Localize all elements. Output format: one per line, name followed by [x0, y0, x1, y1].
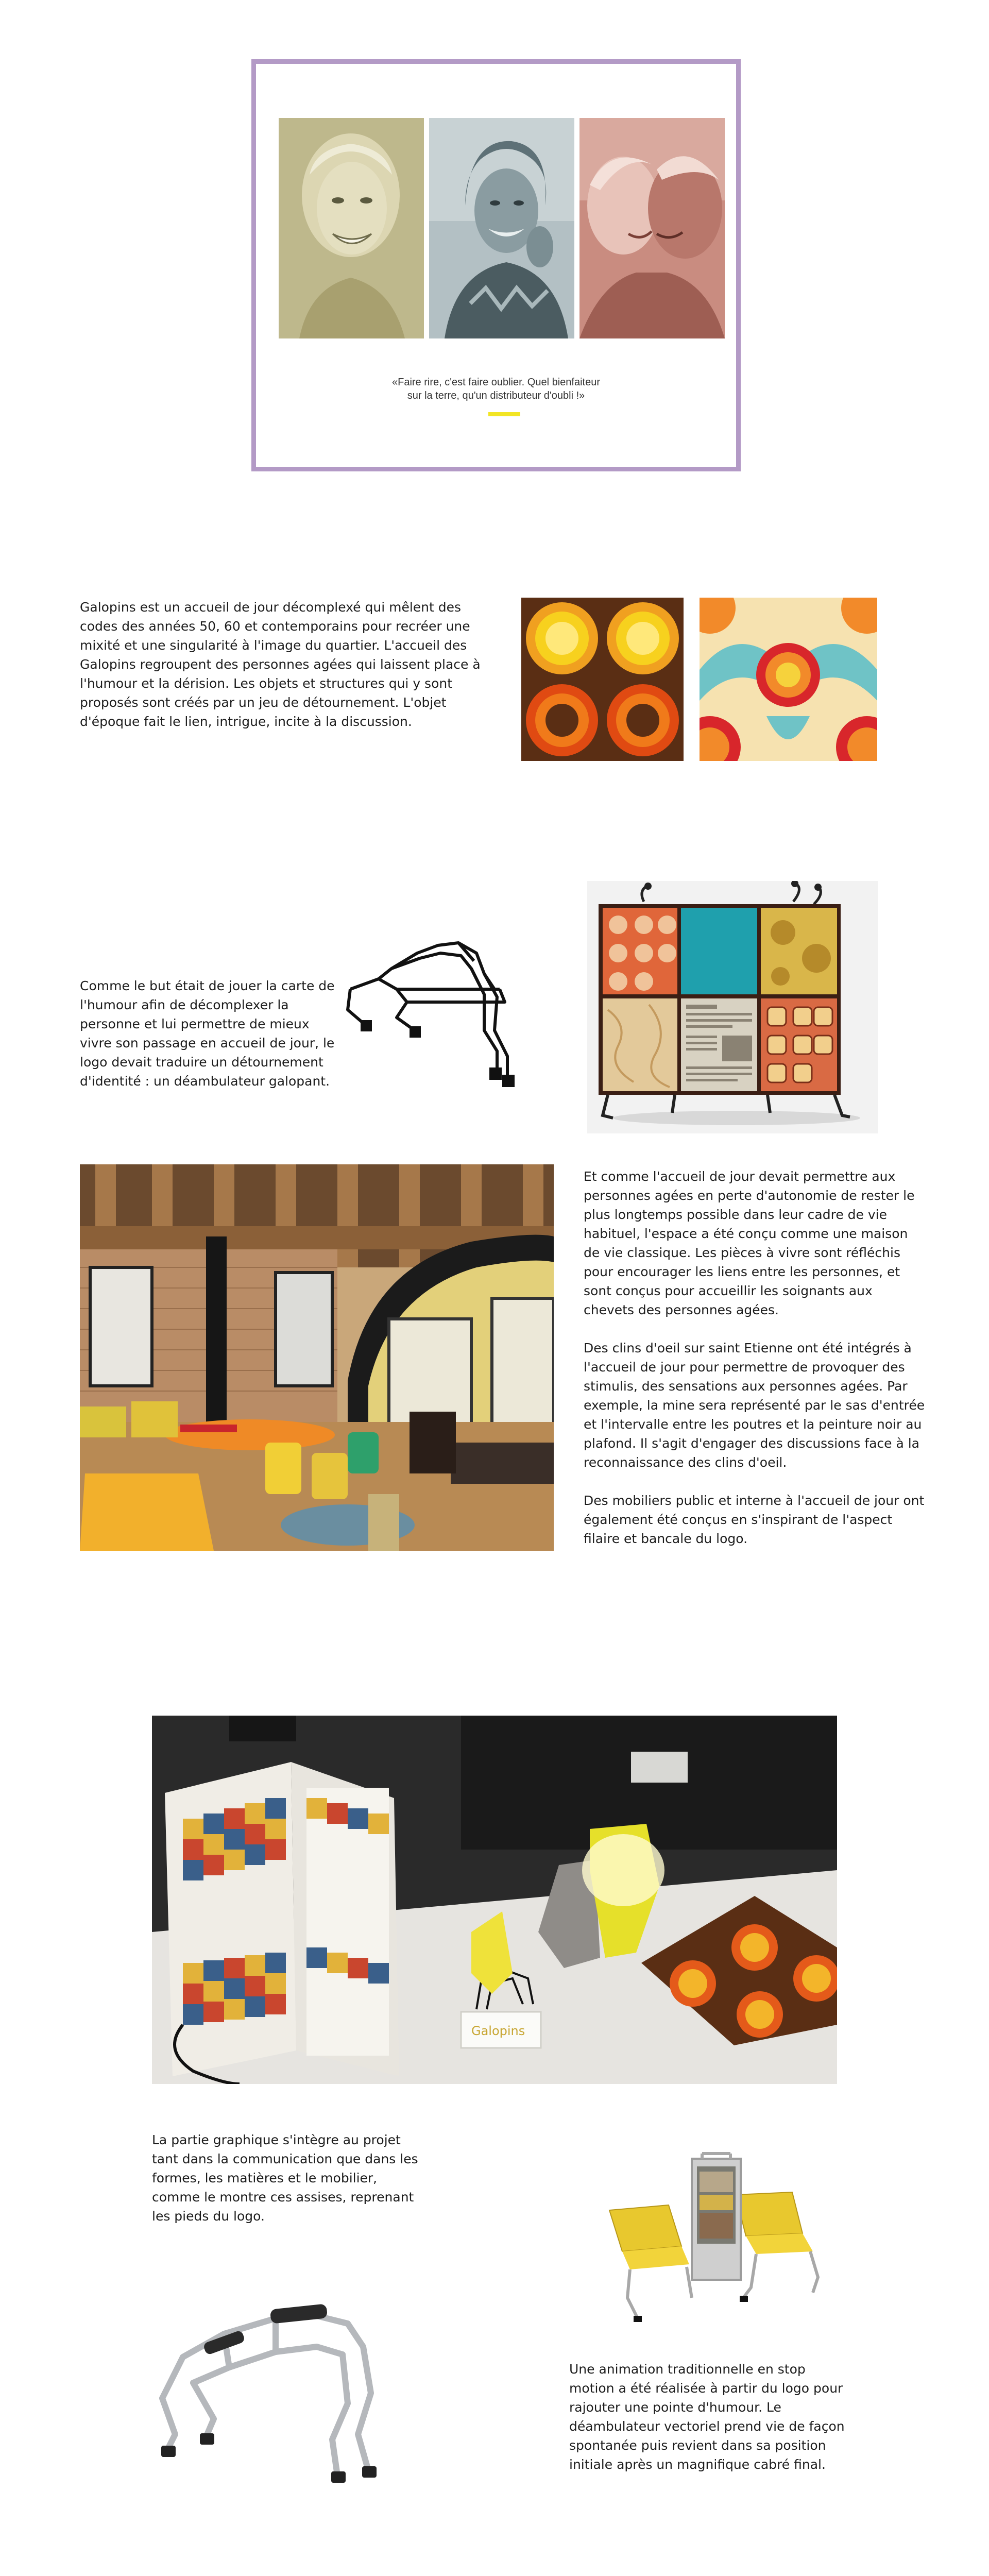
interior-paragraph-3: Des mobiliers public et interne à l'accueil de jour ont également été conçus en s'inspirant de l'aspect filaire et bancale du logo.: [584, 1493, 925, 1546]
quote-line-2: sur la terre, qu'un distributeur d'oubli !»: [407, 390, 585, 401]
retro-pattern-circles: [521, 598, 684, 761]
quote-line-1: «Faire rire, c'est faire oublier. Quel bienfaiteur: [391, 377, 600, 388]
portrait-woman-2: [429, 118, 574, 338]
quote: [256, 376, 736, 402]
hero-card: [251, 59, 741, 471]
interior-paragraph-1: Et comme l'accueil de jour devait permettre aux personnes agées en perte d'autonomie de rester le plus longtemps possible dans leur cadre de vie habituel, l'espace a été conçu comme une maison de vie classique. Les pièces à vivre sont réfléchis pour encourager les liens entre les personnes, et sont conçus pour accueillir les soignants aux chevets des personnes agées.: [584, 1169, 915, 1317]
exhibition-photo: [152, 1716, 837, 2084]
animation-text: Une animation traditionnelle en stop motion a été réalisée à partir du logo pour rajouter une pointe d'humour. Le déambulateur vectoriel prend vie de façon spontanée puis revient dans sa position initiale après un magnifique cabré final.: [569, 2362, 845, 2472]
walker-logo: [330, 912, 556, 1097]
logo-text: Comme le but était de jouer la carte de l'humour afin de décomplexer la personne et lui permettre de mieux vivre son passage en accueil de jour, le logo devait traduire un détournement d'identité : un déambulateur galopant.: [80, 978, 335, 1089]
portrait-couple: [579, 118, 725, 338]
interior-render: [80, 1164, 554, 1551]
booklet-logo-text: Galopins: [471, 2024, 525, 2038]
accent-bar: [488, 412, 520, 416]
retro-pattern-flowers: [700, 598, 877, 761]
interior-paragraph-2: Des clins d'oeil sur saint Etienne ont été intégrés à l'accueil de jour pour permettre de provoquer des stimulis, des sensations aux personnes agées. Par exemple, la mine sera représenté par le sas d'entrée et l'intervalle entre les poutres et la peinture noir au plafond. Il s'agit d'engager des discussions face à la reconnaissance des clins d'oeil.: [584, 1341, 925, 1470]
interior-text: [584, 1167, 926, 1567]
graphics-text: La partie graphique s'intègre au projet tant dans la communication que dans les formes, les matières et le mobilier, comme le montre ces assises, reprenant les pieds du logo.: [152, 2132, 418, 2224]
portrait-woman-1: [279, 118, 424, 338]
cabinet-photo: [587, 881, 878, 1133]
intro-text: Galopins est un accueil de jour décomplexé qui mêlent des codes des années 50, 60 et contemporains pour recréer une mixité et une singularité à l'image du quartier. L'accueil des Galopins regroupent des personnes agées qui laissent place à l'humour et la dérision. Les objets et structures qui y sont proposés sont créés par un jeu de détournement. L'objet d'époque fait le lien, intrigue, incite à la discussion.: [80, 600, 481, 729]
bench-render: [591, 2143, 839, 2329]
walker-3d-render: [147, 2280, 415, 2496]
